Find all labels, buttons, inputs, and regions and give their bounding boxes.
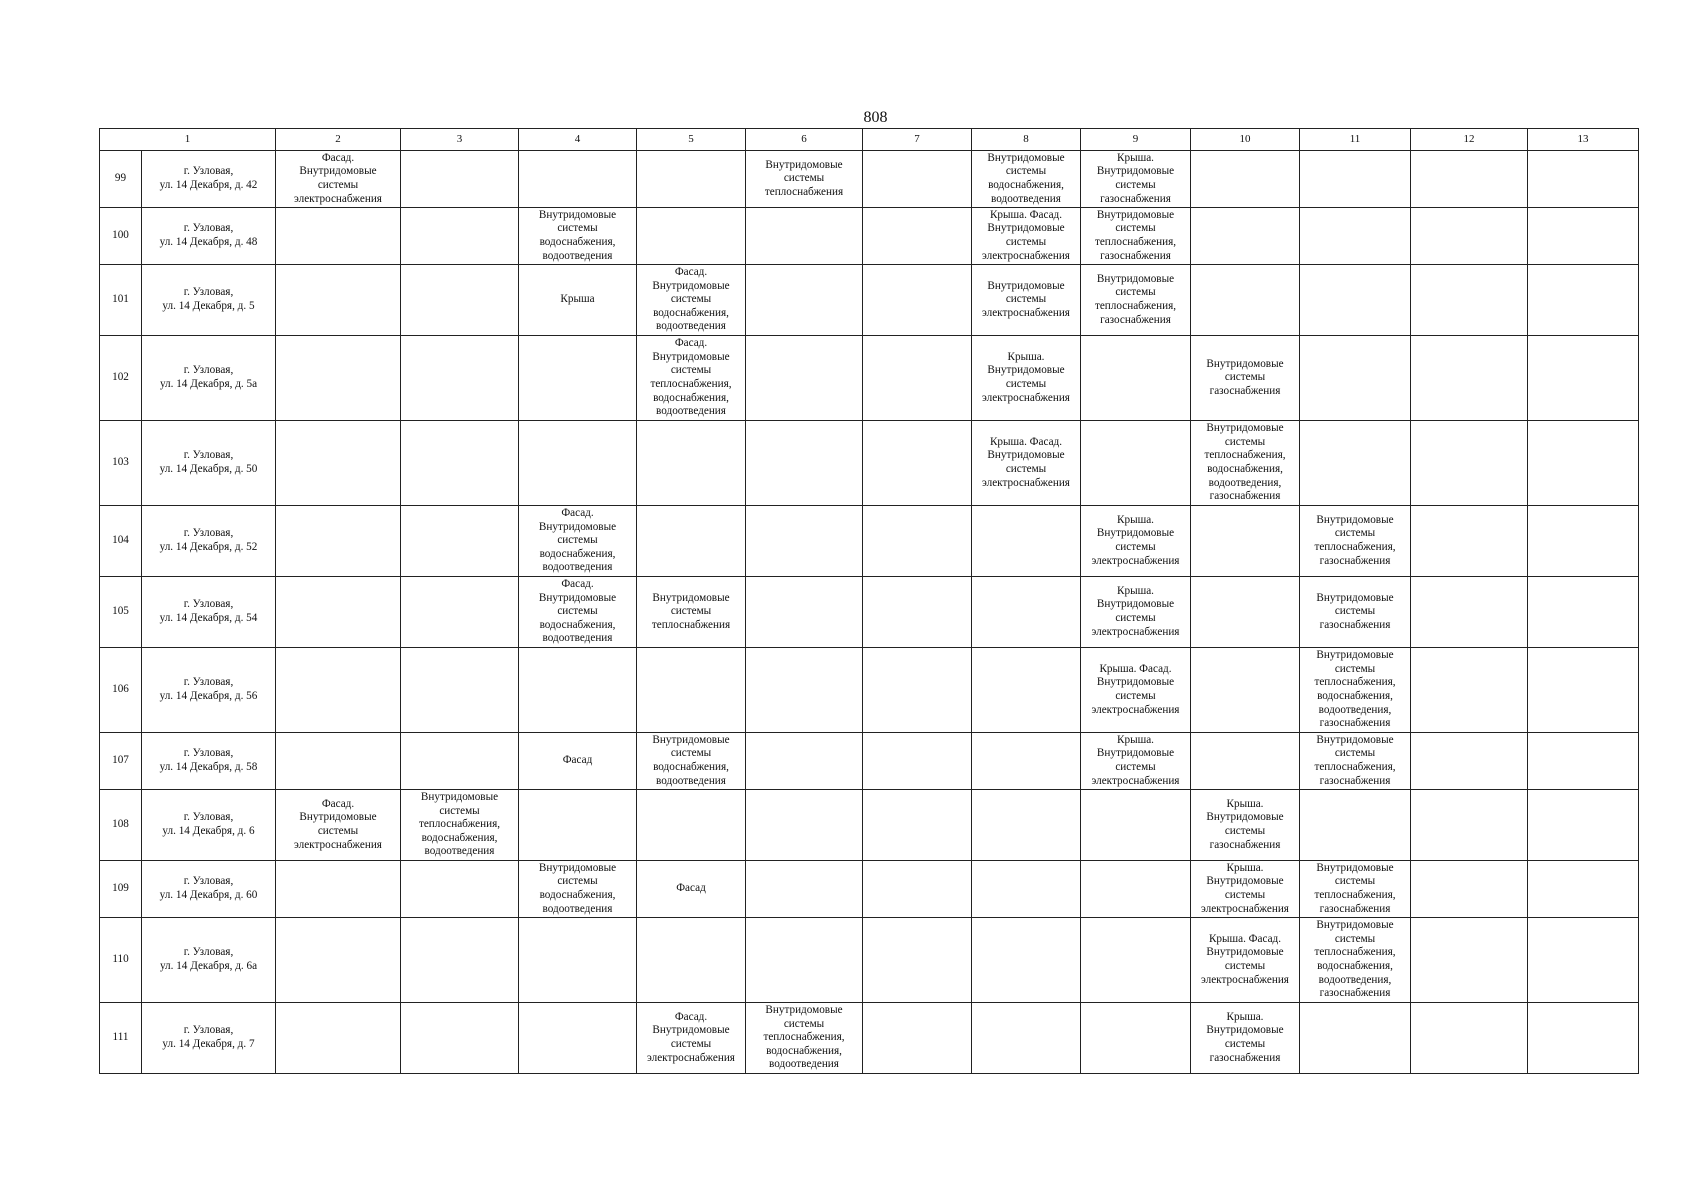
work-cell-col-13 bbox=[1528, 151, 1639, 208]
table-header bbox=[100, 129, 1639, 151]
row-number: 99 bbox=[100, 151, 142, 208]
work-cell-col-2 bbox=[276, 577, 401, 648]
table-row bbox=[100, 336, 1639, 421]
work-cell-col-10 bbox=[1191, 861, 1300, 918]
work-cell-col-8 bbox=[972, 861, 1081, 918]
column-header-10: 10 bbox=[1191, 129, 1300, 151]
work-cell-text: Крыша. Внутридомовые системы газоснабжения bbox=[1206, 1010, 1284, 1064]
work-cell-col-6 bbox=[746, 861, 863, 918]
row-number: 108 bbox=[100, 790, 142, 861]
work-cell-col-13 bbox=[1528, 790, 1639, 861]
work-cell-col-10 bbox=[1191, 1003, 1300, 1074]
work-cell-col-5 bbox=[637, 265, 746, 336]
work-cell-col-3 bbox=[401, 151, 519, 208]
work-cell-col-10 bbox=[1191, 577, 1300, 648]
work-cell-col-8 bbox=[972, 506, 1081, 577]
work-cell-col-8 bbox=[972, 151, 1081, 208]
work-cell-col-3 bbox=[401, 648, 519, 733]
work-cell-col-11 bbox=[1300, 265, 1411, 336]
work-cell-col-3 bbox=[401, 790, 519, 861]
work-cell-col-4 bbox=[519, 861, 637, 918]
work-cell-text: Фасад. Внутридомовые системы водоснабжения, водоотведения bbox=[538, 507, 617, 574]
address-cell bbox=[142, 208, 276, 265]
address-text: г. Узловая, ул. 14 Декабря, д. 54 bbox=[159, 598, 258, 624]
work-cell-text: Крыша. Внутридомовые системы электроснабжения bbox=[1091, 733, 1180, 787]
work-cell-col-9 bbox=[1081, 336, 1191, 421]
work-cell-col-4 bbox=[519, 577, 637, 648]
work-cell-text: Внутридомовые системы газоснабжения bbox=[1316, 591, 1394, 631]
work-cell-col-13 bbox=[1528, 648, 1639, 733]
work-cell-col-8 bbox=[972, 733, 1081, 790]
work-cell-col-2 bbox=[276, 151, 401, 208]
column-header-6: 6 bbox=[746, 129, 863, 151]
work-cell-col-10 bbox=[1191, 265, 1300, 336]
work-cell-col-6 bbox=[746, 577, 863, 648]
work-cell-col-9 bbox=[1081, 208, 1191, 265]
work-cell-col-5 bbox=[637, 506, 746, 577]
work-cell-text: Крыша bbox=[560, 293, 595, 306]
work-cell-col-7 bbox=[863, 421, 972, 506]
row-number: 107 bbox=[100, 733, 142, 790]
work-cell-col-4 bbox=[519, 421, 637, 506]
address-text: г. Узловая, ул. 14 Декабря, д. 48 bbox=[159, 222, 258, 248]
work-cell-text: Фасад. Внутридомовые системы электроснабжения bbox=[294, 151, 382, 205]
work-cell-col-8 bbox=[972, 577, 1081, 648]
column-header-4: 4 bbox=[519, 129, 637, 151]
address-cell bbox=[142, 265, 276, 336]
work-cell-col-7 bbox=[863, 336, 972, 421]
work-cell-col-5 bbox=[637, 733, 746, 790]
work-cell-col-8 bbox=[972, 918, 1081, 1003]
work-cell-col-2 bbox=[276, 790, 401, 861]
work-cell-col-13 bbox=[1528, 421, 1639, 506]
row-number: 111 bbox=[100, 1003, 142, 1074]
work-cell-col-11 bbox=[1300, 648, 1411, 733]
row-number: 101 bbox=[100, 265, 142, 336]
work-cell-col-4 bbox=[519, 208, 637, 265]
work-cell-col-7 bbox=[863, 151, 972, 208]
row-number: 100 bbox=[100, 208, 142, 265]
work-cell-col-4 bbox=[519, 151, 637, 208]
column-header-9: 9 bbox=[1081, 129, 1191, 151]
work-cell-col-13 bbox=[1528, 208, 1639, 265]
row-number: 104 bbox=[100, 506, 142, 577]
work-cell-col-3 bbox=[401, 1003, 519, 1074]
work-cell-text: Крыша. Внутридомовые системы газоснабжения bbox=[1096, 151, 1175, 205]
work-cell-col-2 bbox=[276, 861, 401, 918]
work-cell-text: Внутридомовые системы водоснабжения, водоотведения bbox=[987, 151, 1065, 205]
work-cell-col-9 bbox=[1081, 790, 1191, 861]
table-row bbox=[100, 790, 1639, 861]
work-cell-col-2 bbox=[276, 506, 401, 577]
work-cell-text: Внутридомовые системы теплоснабжения, газоснабжения bbox=[1314, 513, 1396, 567]
work-cell-col-7 bbox=[863, 506, 972, 577]
table-row bbox=[100, 918, 1639, 1003]
work-cell-col-4 bbox=[519, 265, 637, 336]
work-cell-col-6 bbox=[746, 790, 863, 861]
work-cell-col-4 bbox=[519, 648, 637, 733]
work-cell-col-11 bbox=[1300, 861, 1411, 918]
work-cell-col-6 bbox=[746, 733, 863, 790]
work-cell-col-8 bbox=[972, 1003, 1081, 1074]
address-text: г. Узловая, ул. 14 Декабря, д. 60 bbox=[159, 875, 258, 901]
work-cell-col-9 bbox=[1081, 577, 1191, 648]
work-cell-col-12 bbox=[1411, 577, 1528, 648]
work-cell-col-6 bbox=[746, 151, 863, 208]
work-cell-col-6 bbox=[746, 918, 863, 1003]
address-text: г. Узловая, ул. 14 Декабря, д. 6 bbox=[162, 811, 255, 837]
work-cell-col-12 bbox=[1411, 336, 1528, 421]
work-cell-col-8 bbox=[972, 208, 1081, 265]
work-cell-col-6 bbox=[746, 506, 863, 577]
work-cell-col-13 bbox=[1528, 918, 1639, 1003]
work-cell-col-3 bbox=[401, 577, 519, 648]
work-cell-col-11 bbox=[1300, 506, 1411, 577]
table-row bbox=[100, 506, 1639, 577]
work-cell-col-7 bbox=[863, 1003, 972, 1074]
work-cell-text: Крыша. Фасад. Внутридомовые системы электроснабжения bbox=[1201, 932, 1289, 986]
address-text: г. Узловая, ул. 14 Декабря, д. 5 bbox=[162, 286, 255, 312]
column-header-13: 13 bbox=[1528, 129, 1639, 151]
work-cell-col-10 bbox=[1191, 151, 1300, 208]
work-cell-text: Внутридомовые системы водоснабжения, водоотведения bbox=[652, 733, 730, 787]
table-row bbox=[100, 577, 1639, 648]
row-number: 109 bbox=[100, 861, 142, 918]
work-cell-text: Внутридомовые системы теплоснабжения, водоснабжения, водоотведения, газоснабжения bbox=[1314, 649, 1396, 730]
work-cell-col-7 bbox=[863, 861, 972, 918]
work-cell-col-13 bbox=[1528, 506, 1639, 577]
work-cell-text: Внутридомовые системы теплоснабжения, газоснабжения bbox=[1094, 272, 1177, 326]
work-cell-text: Внутридомовые системы теплоснабжения bbox=[651, 591, 731, 631]
work-cell-text: Внутридомовые системы водоснабжения, водоотведения bbox=[538, 861, 617, 915]
work-cell-col-11 bbox=[1300, 421, 1411, 506]
work-cell-text: Крыша. Внутридомовые системы электроснабжения bbox=[982, 350, 1070, 404]
work-cell-col-13 bbox=[1528, 265, 1639, 336]
work-cell-col-10 bbox=[1191, 506, 1300, 577]
work-cell-text: Фасад bbox=[676, 882, 706, 895]
work-cell-col-5 bbox=[637, 1003, 746, 1074]
work-cell-col-10 bbox=[1191, 733, 1300, 790]
address-cell bbox=[142, 506, 276, 577]
work-cell-col-4 bbox=[519, 790, 637, 861]
work-cell-text: Крыша. Фасад. Внутридомовые системы электроснабжения bbox=[982, 208, 1070, 262]
work-cell-text: Внутридомовые системы водоснабжения, водоотведения bbox=[538, 208, 617, 262]
work-cell-col-11 bbox=[1300, 151, 1411, 208]
address-text: г. Узловая, ул. 14 Декабря, д. 58 bbox=[159, 747, 258, 773]
work-cell-col-3 bbox=[401, 918, 519, 1003]
work-cell-col-5 bbox=[637, 861, 746, 918]
address-cell bbox=[142, 1003, 276, 1074]
work-cell-col-5 bbox=[637, 918, 746, 1003]
work-cell-col-3 bbox=[401, 421, 519, 506]
work-cell-col-3 bbox=[401, 336, 519, 421]
repair-schedule-table bbox=[99, 128, 1639, 1074]
work-cell-col-13 bbox=[1528, 336, 1639, 421]
work-cell-col-12 bbox=[1411, 861, 1528, 918]
column-header-2: 2 bbox=[276, 129, 401, 151]
work-cell-col-11 bbox=[1300, 790, 1411, 861]
work-cell-col-9 bbox=[1081, 1003, 1191, 1074]
work-cell-col-9 bbox=[1081, 648, 1191, 733]
table-body bbox=[100, 151, 1639, 1074]
work-cell-col-8 bbox=[972, 336, 1081, 421]
work-cell-text: Фасад. Внутридомовые системы электроснабжения bbox=[294, 797, 382, 851]
column-header-1: 1 bbox=[100, 129, 276, 151]
work-cell-col-6 bbox=[746, 265, 863, 336]
work-cell-col-3 bbox=[401, 265, 519, 336]
work-cell-col-11 bbox=[1300, 208, 1411, 265]
work-cell-col-13 bbox=[1528, 861, 1639, 918]
work-cell-text: Фасад bbox=[562, 754, 593, 767]
address-cell bbox=[142, 336, 276, 421]
work-cell-col-11 bbox=[1300, 918, 1411, 1003]
work-cell-col-6 bbox=[746, 1003, 863, 1074]
work-cell-col-12 bbox=[1411, 733, 1528, 790]
work-cell-col-8 bbox=[972, 790, 1081, 861]
address-text: г. Узловая, ул. 14 Декабря, д. 7 bbox=[162, 1024, 255, 1050]
address-cell bbox=[142, 733, 276, 790]
work-cell-text: Внутридомовые системы теплоснабжения, водоснабжения, водоотведения, газоснабжения bbox=[1314, 919, 1396, 1000]
work-cell-text: Внутридомовые системы теплоснабжения, газоснабжения bbox=[1094, 208, 1177, 262]
table-row bbox=[100, 733, 1639, 790]
work-cell-col-8 bbox=[972, 421, 1081, 506]
work-cell-col-13 bbox=[1528, 733, 1639, 790]
work-cell-col-7 bbox=[863, 577, 972, 648]
work-cell-col-5 bbox=[637, 648, 746, 733]
column-header-12: 12 bbox=[1411, 129, 1528, 151]
work-cell-col-11 bbox=[1300, 1003, 1411, 1074]
work-cell-col-2 bbox=[276, 918, 401, 1003]
work-cell-col-3 bbox=[401, 733, 519, 790]
work-cell-col-7 bbox=[863, 790, 972, 861]
work-cell-col-5 bbox=[637, 577, 746, 648]
work-cell-text: Крыша. Фасад. Внутридомовые системы электроснабжения bbox=[982, 435, 1070, 489]
work-cell-col-10 bbox=[1191, 648, 1300, 733]
row-number: 103 bbox=[100, 421, 142, 506]
work-cell-text: Крыша. Фасад. Внутридомовые системы электроснабжения bbox=[1091, 662, 1180, 716]
work-cell-text: Крыша. Внутридомовые системы электроснабжения bbox=[1091, 513, 1180, 567]
work-cell-col-3 bbox=[401, 861, 519, 918]
work-cell-col-3 bbox=[401, 208, 519, 265]
address-cell bbox=[142, 151, 276, 208]
work-cell-text: Фасад. Внутридомовые системы водоснабжения, водоотведения bbox=[538, 578, 617, 645]
work-cell-col-7 bbox=[863, 918, 972, 1003]
column-header-5: 5 bbox=[637, 129, 746, 151]
work-cell-col-13 bbox=[1528, 577, 1639, 648]
column-header-7: 7 bbox=[863, 129, 972, 151]
work-cell-col-6 bbox=[746, 648, 863, 733]
work-cell-col-6 bbox=[746, 336, 863, 421]
work-cell-col-5 bbox=[637, 421, 746, 506]
table-row bbox=[100, 208, 1639, 265]
work-cell-col-5 bbox=[637, 336, 746, 421]
page-number: 808 bbox=[863, 109, 888, 126]
work-cell-col-7 bbox=[863, 733, 972, 790]
work-cell-text: Внутридомовые системы теплоснабжения, водоснабжения, водоотведения, газоснабжения bbox=[1204, 422, 1286, 503]
work-cell-col-5 bbox=[637, 208, 746, 265]
work-cell-col-4 bbox=[519, 918, 637, 1003]
work-cell-col-10 bbox=[1191, 421, 1300, 506]
work-cell-col-12 bbox=[1411, 208, 1528, 265]
work-cell-col-9 bbox=[1081, 918, 1191, 1003]
column-header-3: 3 bbox=[401, 129, 519, 151]
address-cell bbox=[142, 790, 276, 861]
work-cell-col-12 bbox=[1411, 265, 1528, 336]
address-cell bbox=[142, 648, 276, 733]
address-cell bbox=[142, 577, 276, 648]
address-text: г. Узловая, ул. 14 Декабря, д. 52 bbox=[159, 527, 258, 553]
table-row bbox=[100, 648, 1639, 733]
work-cell-col-9 bbox=[1081, 861, 1191, 918]
address-text: г. Узловая, ул. 14 Декабря, д. 5а bbox=[159, 364, 258, 390]
work-cell-text: Внутридомовые системы теплоснабжения, газоснабжения bbox=[1314, 733, 1396, 787]
work-cell-col-3 bbox=[401, 506, 519, 577]
work-cell-col-12 bbox=[1411, 506, 1528, 577]
address-cell bbox=[142, 421, 276, 506]
work-cell-col-9 bbox=[1081, 265, 1191, 336]
table-row bbox=[100, 1003, 1639, 1074]
table-row bbox=[100, 151, 1639, 208]
work-cell-col-2 bbox=[276, 733, 401, 790]
work-cell-col-4 bbox=[519, 336, 637, 421]
row-number: 110 bbox=[100, 918, 142, 1003]
work-cell-col-2 bbox=[276, 421, 401, 506]
row-number: 102 bbox=[100, 336, 142, 421]
work-cell-col-2 bbox=[276, 265, 401, 336]
row-number: 105 bbox=[100, 577, 142, 648]
work-cell-col-12 bbox=[1411, 1003, 1528, 1074]
work-cell-text: Внутридомовые системы теплоснабжения, водоснабжения, водоотведения bbox=[418, 791, 501, 858]
work-cell-col-11 bbox=[1300, 733, 1411, 790]
work-cell-col-10 bbox=[1191, 208, 1300, 265]
work-cell-col-9 bbox=[1081, 421, 1191, 506]
work-cell-col-12 bbox=[1411, 151, 1528, 208]
work-cell-col-10 bbox=[1191, 790, 1300, 861]
work-cell-col-9 bbox=[1081, 506, 1191, 577]
work-cell-text: Фасад. Внутридомовые системы теплоснабжения, водоснабжения, водоотведения bbox=[650, 337, 732, 418]
work-cell-col-2 bbox=[276, 336, 401, 421]
work-cell-text: Внутридомовые системы теплоснабжения, водоснабжения, водоотведения bbox=[763, 1004, 845, 1071]
work-cell-col-2 bbox=[276, 1003, 401, 1074]
address-text: г. Узловая, ул. 14 Декабря, д. 42 bbox=[159, 165, 258, 191]
work-cell-text: Внутридомовые системы электроснабжения bbox=[982, 279, 1070, 319]
table-row bbox=[100, 421, 1639, 506]
work-cell-col-6 bbox=[746, 421, 863, 506]
work-cell-col-12 bbox=[1411, 648, 1528, 733]
work-cell-text: Внутридомовые системы теплоснабжения, газоснабжения bbox=[1314, 861, 1396, 915]
work-cell-col-7 bbox=[863, 648, 972, 733]
work-cell-text: Фасад. Внутридомовые системы электроснабжения bbox=[647, 1010, 735, 1064]
row-number: 106 bbox=[100, 648, 142, 733]
work-cell-col-4 bbox=[519, 506, 637, 577]
column-header-11: 11 bbox=[1300, 129, 1411, 151]
work-cell-col-12 bbox=[1411, 790, 1528, 861]
work-cell-text: Фасад. Внутридомовые системы водоснабжения, водоотведения bbox=[652, 266, 730, 333]
work-cell-col-5 bbox=[637, 151, 746, 208]
work-cell-col-12 bbox=[1411, 421, 1528, 506]
table-row bbox=[100, 265, 1639, 336]
table-row bbox=[100, 861, 1639, 918]
work-cell-col-11 bbox=[1300, 577, 1411, 648]
address-text: г. Узловая, ул. 14 Декабря, д. 50 bbox=[159, 449, 258, 475]
work-cell-col-9 bbox=[1081, 733, 1191, 790]
header-row bbox=[100, 129, 1639, 151]
work-cell-col-7 bbox=[863, 208, 972, 265]
work-cell-col-13 bbox=[1528, 1003, 1639, 1074]
work-cell-col-8 bbox=[972, 648, 1081, 733]
work-cell-col-10 bbox=[1191, 918, 1300, 1003]
work-cell-col-5 bbox=[637, 790, 746, 861]
work-cell-col-2 bbox=[276, 648, 401, 733]
work-cell-text: Крыша. Внутридомовые системы электроснабжения bbox=[1091, 584, 1180, 638]
work-cell-text: Внутридомовые системы теплоснабжения bbox=[764, 158, 844, 198]
work-cell-col-7 bbox=[863, 265, 972, 336]
work-cell-col-10 bbox=[1191, 336, 1300, 421]
work-cell-col-11 bbox=[1300, 336, 1411, 421]
work-cell-col-4 bbox=[519, 733, 637, 790]
address-cell bbox=[142, 861, 276, 918]
work-cell-col-2 bbox=[276, 208, 401, 265]
address-text: г. Узловая, ул. 14 Декабря, д. 6а bbox=[159, 946, 258, 972]
address-cell bbox=[142, 918, 276, 1003]
work-cell-text: Внутридомовые системы газоснабжения bbox=[1206, 357, 1284, 397]
work-cell-col-9 bbox=[1081, 151, 1191, 208]
work-cell-col-6 bbox=[746, 208, 863, 265]
column-header-8: 8 bbox=[972, 129, 1081, 151]
work-cell-text: Крыша. Внутридомовые системы электроснабжения bbox=[1201, 861, 1289, 915]
work-cell-col-4 bbox=[519, 1003, 637, 1074]
work-cell-col-12 bbox=[1411, 918, 1528, 1003]
work-cell-col-8 bbox=[972, 265, 1081, 336]
address-text: г. Узловая, ул. 14 Декабря, д. 56 bbox=[159, 676, 258, 702]
work-cell-text: Крыша. Внутридомовые системы газоснабжения bbox=[1206, 797, 1284, 851]
